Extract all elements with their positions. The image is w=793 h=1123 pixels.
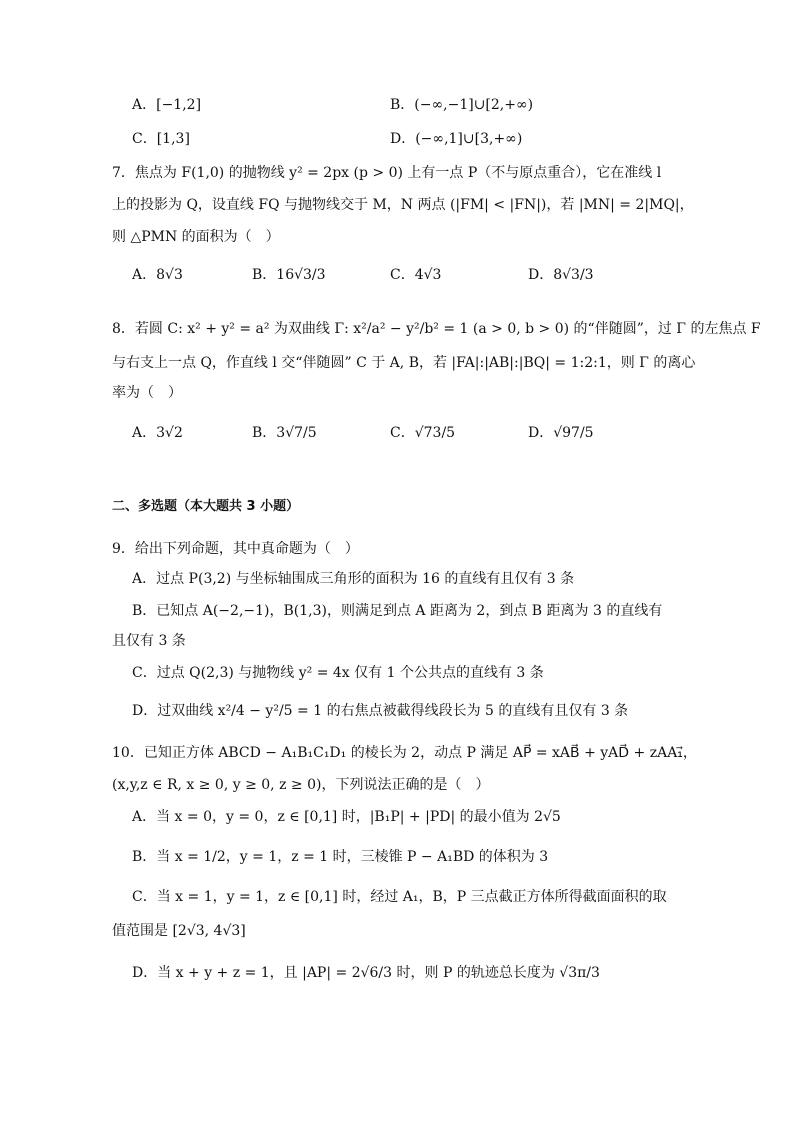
q9-option-d: D．过双曲线 x²/4 − y²/5 = 1 的右焦点被截得线段长为 5 的直线有且仅有 3 条 bbox=[132, 703, 629, 719]
q9-option-b-line1: B．已知点 A(−2,−1)，B(1,3)，则满足到点 A 距离为 2，到点 B 距离为 3 的直线有 bbox=[132, 603, 663, 619]
q8-option-b: B．3√7/5 bbox=[252, 425, 317, 441]
q7-stem-line3: 则 △PMN 的面积为（ ） bbox=[112, 229, 280, 245]
q8-option-c: C．√73/5 bbox=[390, 425, 456, 441]
q8-stem-line1: 8．若圆 C: x² + y² = a² 为双曲线 Γ: x²/a² − y²/b² = 1 (a > 0, b > 0) 的“伴随圆”，过 Γ 的左焦点 F bbox=[112, 321, 761, 337]
q8-stem-line3: 率为（ ） bbox=[112, 385, 182, 401]
q10-stem-line1: 10．已知正方体 ABCD − A₁B₁C₁D₁ 的棱长为 2，动点 P 满足 AP⃗ = xAB⃗ + yAD⃗ + zAA₁⃗， bbox=[112, 745, 697, 761]
q9-option-a: A．过点 P(3,2) 与坐标轴围成三角形的面积为 16 的直线有且仅有 3 条 bbox=[132, 571, 575, 587]
q10-option-c-line1: C．当 x = 1，y = 1，z ∈ [0,1] 时，经过 A₁，B，P 三点截正方体所得截面面积的取 bbox=[132, 889, 667, 905]
q9-option-c: C．过点 Q(2,3) 与抛物线 y² = 4x 仅有 1 个公共点的直线有 3 条 bbox=[132, 665, 544, 681]
q7-stem-line1: 7．焦点为 F(1,0) 的抛物线 y² = 2px (p > 0) 上有一点 P（不与原点重合），它在准线 l bbox=[112, 165, 662, 181]
q9-stem: 9．给出下列命题，其中真命题为（ ） bbox=[112, 541, 359, 557]
q10-option-a: A．当 x = 0，y = 0，z ∈ [0,1] 时，|B₁P| + |PD| 的最小值为 2√5 bbox=[132, 809, 561, 825]
q8-option-d: D．√97/5 bbox=[528, 425, 594, 441]
section-heading-multiple-choice: 二、多选题（本大题共 3 小题） bbox=[112, 499, 300, 514]
q8-stem-line2: 与右支上一点 Q，作直线 l 交“伴随圆” C 于 A, B，若 |FA|:|AB|:|BQ| = 1:2:1，则 Γ 的离心 bbox=[112, 355, 696, 371]
q10-option-d: D．当 x + y + z = 1，且 |AP| = 2√6/3 时，则 P 的轨迹总长度为 √3π/3 bbox=[132, 965, 600, 981]
q10-option-c-line2: 值范围是 [2√3, 4√3] bbox=[112, 923, 246, 939]
q7-option-d: D．8√3/3 bbox=[528, 267, 594, 283]
q7-option-a: A．8√3 bbox=[132, 267, 183, 283]
q6-option-b: B．(−∞,−1]∪[2,+∞) bbox=[390, 97, 534, 113]
q7-stem-line2: 上的投影为 Q，设直线 FQ 与抛物线交于 M，N 两点 (|FM| < |FN|)，若 |MN| = 2|MQ|， bbox=[112, 197, 694, 213]
q6-option-c: C．[1,3] bbox=[132, 131, 190, 147]
q7-option-c: C．4√3 bbox=[390, 267, 442, 283]
q10-option-b: B．当 x = 1/2，y = 1，z = 1 时，三棱锥 P − A₁BD 的体积为 3 bbox=[132, 849, 549, 865]
q8-option-a: A．3√2 bbox=[132, 425, 183, 441]
q7-option-b: B．16√3/3 bbox=[252, 267, 326, 283]
q10-stem-line2: (x,y,z ∈ R, x ≥ 0, y ≥ 0, z ≥ 0)，下列说法正确的是（ ） bbox=[112, 777, 490, 793]
q6-option-d: D．(−∞,1]∪[3,+∞) bbox=[390, 131, 523, 147]
q9-option-b-line2: 且仅有 3 条 bbox=[112, 633, 186, 649]
q6-option-a: A．[−1,2] bbox=[132, 97, 202, 113]
